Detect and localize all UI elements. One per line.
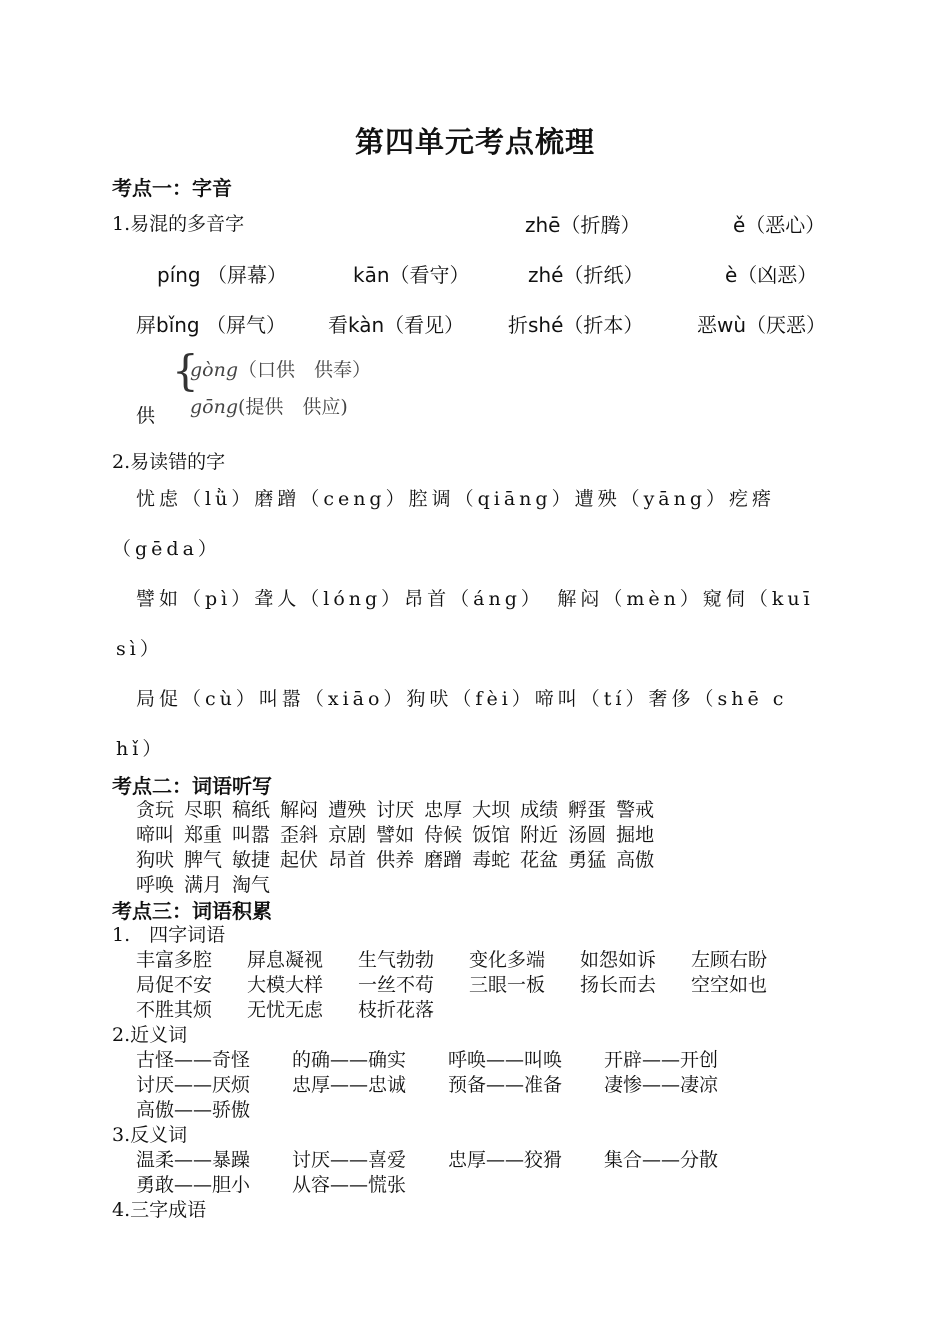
section1-heading: 考点一：字音 bbox=[112, 176, 232, 200]
misread-line-3b: hǐ） bbox=[116, 738, 166, 760]
pinyin-zhe2: zhé（折纸） bbox=[528, 263, 644, 287]
misread-line-2: 譬如（pì）聋人（lóng）昂首（áng） 解闷（mèn）窥伺（kuī bbox=[136, 588, 814, 610]
gong-char: 供 bbox=[136, 405, 156, 427]
section3-heading: 考点三：词语积累 bbox=[112, 899, 272, 923]
item2-label: 2.易读错的字 bbox=[112, 451, 226, 473]
pinyin-e4: è（凶恶） bbox=[725, 263, 818, 287]
idiom-row-1: 丰富多腔 屏息凝视 生气勃勃 变化多端 如怨如诉 左顾右盼 bbox=[136, 949, 768, 971]
dictation-row-4: 呼唤 满月 淘气 bbox=[136, 874, 271, 896]
gong-first-tone: gōng(提供 供应) bbox=[190, 396, 348, 418]
antonym-row-1: 温柔——暴躁 讨厌——喜爱 忠厚——狡猾 集合——分散 bbox=[136, 1149, 719, 1171]
gong-fourth-tone: gòng（口供 供奉） bbox=[190, 359, 372, 381]
sub-synonyms: 2.近义词 bbox=[112, 1024, 188, 1046]
item1-label: 1.易混的多音字 bbox=[112, 213, 245, 235]
pinyin-ping: píng （屏幕） bbox=[157, 263, 287, 287]
misread-line-2b: sì） bbox=[116, 638, 163, 660]
polyphone-bing: 屏bǐng （屏气） bbox=[136, 313, 286, 337]
synonym-row-2: 讨厌——厌烦 忠厚——忠诚 预备——准备 凄惨——凄凉 bbox=[136, 1074, 719, 1096]
section2-heading: 考点二：词语听写 bbox=[112, 774, 272, 798]
pinyin-e3: ě（恶心） bbox=[733, 213, 826, 237]
misread-line-1: 忧虑（lǜ）磨蹭（ceng）腔调（qiāng）遭殃（yāng）疙瘩 bbox=[136, 488, 776, 510]
misread-line-1b: （gēda） bbox=[112, 538, 221, 560]
idiom-row-2: 局促不安 大模大样 一丝不苟 三眼一板 扬长而去 空空如也 bbox=[136, 974, 768, 996]
sub-three-char-idioms: 4.三字成语 bbox=[112, 1199, 207, 1221]
dictation-row-2: 啼叫 郑重 叫嚣 歪斜 京剧 譬如 侍候 饭馆 附近 汤圆 掘地 bbox=[136, 824, 655, 846]
dictation-row-1: 贪玩 尽职 稿纸 解闷 遭殃 讨厌 忠厚 大坝 成绩 孵蛋 警戒 bbox=[136, 799, 655, 821]
misread-line-3: 局促（cù）叫嚣（xiāo）狗吠（fèi）啼叫（tí）奢侈（shē c bbox=[136, 688, 788, 710]
synonym-row-1: 古怪——奇怪 的确——确实 呼唤——叫唤 开辟——开创 bbox=[136, 1049, 719, 1071]
antonym-row-2: 勇敢——胆小 从容——慌张 bbox=[136, 1174, 407, 1196]
sub-antonyms: 3.反义词 bbox=[112, 1124, 188, 1146]
idiom-row-3: 不胜其烦 无忧无虑 枝折花落 bbox=[136, 999, 435, 1021]
pinyin-kan1: kān（看守） bbox=[353, 263, 470, 287]
polyphone-she: 折shé（折本） bbox=[508, 313, 644, 337]
polyphone-kan: 看kàn（看见） bbox=[328, 313, 465, 337]
polyphone-wu: 恶wù（厌恶） bbox=[697, 313, 827, 337]
pinyin-zhe1: zhē（折腾） bbox=[525, 213, 641, 237]
sub-four-char-words: 1. 四字词语 bbox=[112, 924, 226, 946]
synonym-row-3: 高傲——骄傲 bbox=[136, 1099, 251, 1121]
page-title: 第四单元考点梳理 bbox=[354, 125, 595, 159]
dictation-row-3: 狗吠 脾气 敏捷 起伏 昂首 供养 磨蹭 毒蛇 花盆 勇猛 高傲 bbox=[136, 849, 655, 871]
brace-icon: { bbox=[172, 346, 199, 395]
